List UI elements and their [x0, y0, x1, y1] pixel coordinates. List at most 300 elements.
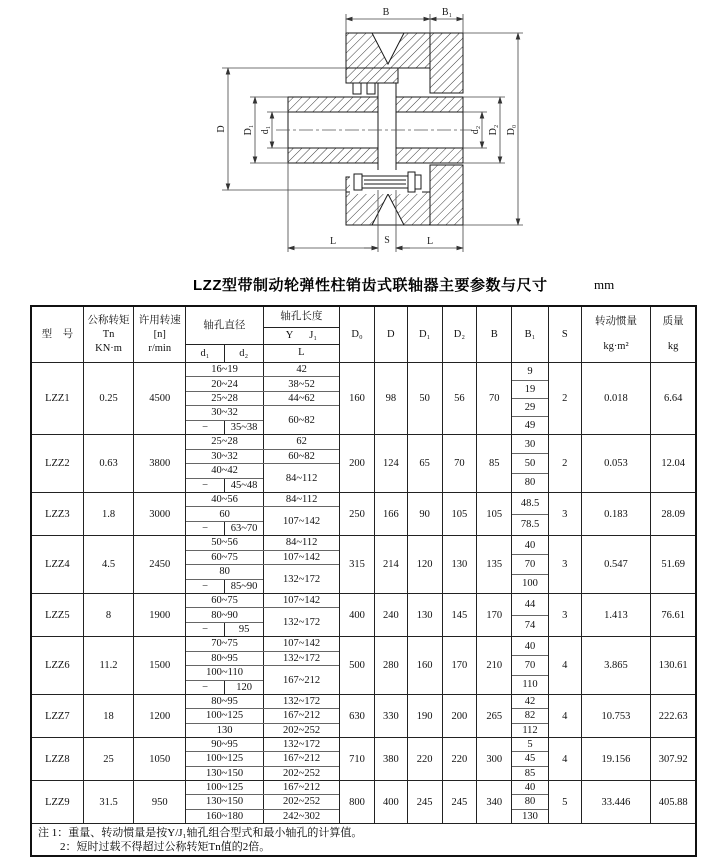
bore-length-cell: 107~142	[283, 551, 321, 563]
bore-dia-row: 100~125	[205, 782, 244, 794]
bore-d1-cell: −	[202, 580, 209, 592]
table-row	[32, 738, 695, 781]
bore-d1-cell: −	[202, 623, 209, 635]
cell-speed: 3000	[134, 493, 186, 535]
cell-b: 85	[477, 435, 512, 492]
bore-length-block	[186, 594, 340, 636]
cell-b1-group	[512, 536, 549, 593]
cell-d0: 400	[340, 594, 375, 636]
bore-dia-row: 70~75	[211, 638, 238, 650]
cell-b1: 48.5	[520, 497, 540, 509]
page-title: LZZ型带制动轮弹性柱销齿式联轴器主要参数与尺寸	[193, 277, 548, 294]
cell-b1: 70	[512, 655, 548, 674]
table-header	[32, 307, 695, 363]
cell-torque: 8	[84, 594, 135, 636]
bore-length-cell: 44~62	[288, 393, 315, 405]
bore-length-cell: 167~212	[283, 710, 321, 722]
bore-length-cell: 60~82	[288, 450, 315, 462]
bore-dia-col	[186, 709, 264, 722]
cell-dd1: 245	[408, 781, 443, 823]
cell-b1: 30	[524, 438, 536, 450]
cell-dd2: 245	[443, 781, 478, 823]
cell-speed: 3800	[134, 435, 186, 492]
cell-s: 3	[549, 536, 582, 593]
cell-s: 4	[549, 695, 582, 737]
cell-b: 340	[477, 781, 512, 823]
bore-dia-row	[186, 579, 263, 594]
table-row	[32, 594, 695, 637]
cell-inertia: 0.053	[582, 435, 652, 492]
cell-b: 210	[477, 637, 512, 694]
cell-dd1: 130	[408, 594, 443, 636]
cell-mass: 76.61	[661, 609, 685, 621]
bore-length-block	[186, 637, 340, 694]
cell-speed: 1500	[134, 637, 186, 694]
col-header-b: B	[477, 307, 512, 362]
cell-d0: 160	[340, 363, 375, 434]
bore-dia-col	[186, 608, 264, 636]
table-row	[32, 695, 695, 738]
bore-dia-col	[186, 377, 264, 390]
inertia-unit: kg·m²	[603, 340, 629, 352]
torque-line2: Tn	[102, 328, 115, 340]
bore-group	[186, 723, 339, 737]
col-header-d2: d₂	[224, 345, 263, 362]
cell-dd1: 160	[408, 637, 443, 694]
cell-b1: 9	[527, 366, 533, 377]
bore-dia-row: 80~90	[211, 609, 238, 621]
cell-b1-group	[512, 363, 549, 434]
cell-d0: 630	[340, 695, 375, 737]
cell-d0: 200	[340, 435, 375, 492]
bore-dia-col	[186, 464, 264, 492]
cell-torque: 4.5	[84, 536, 135, 593]
bore-dia-row: 130~150	[205, 767, 244, 779]
bore-dia-col	[186, 652, 264, 666]
bore-len-title: 轴孔长度	[264, 307, 340, 328]
cell-d: 214	[375, 536, 408, 593]
cell-b1: 80	[512, 473, 548, 492]
bore-dia-col	[186, 507, 264, 535]
cell-speed: 1050	[134, 738, 186, 780]
bore-dia-title: 轴孔直径	[186, 307, 263, 345]
bore-dia-col	[186, 724, 264, 737]
bore-dia-row: 160~180	[205, 810, 244, 822]
dim-label-b1: B₁	[441, 7, 453, 18]
cell-inertia: 3.865	[582, 637, 652, 694]
bore-dia-row: 16~19	[211, 364, 238, 376]
cell-s: 2	[549, 363, 582, 434]
cell-mass: 130.61	[658, 660, 688, 671]
cell-inertia: 1.413	[582, 594, 652, 636]
cell-dd2: 105	[443, 493, 478, 535]
cell-dd2: 170	[443, 637, 478, 694]
bore-length-cell: 202~252	[283, 767, 321, 779]
cell-b1: 70	[512, 554, 548, 573]
bore-group	[186, 766, 339, 780]
mass-title: 质量	[662, 316, 684, 328]
cell-mass: 222.63	[658, 710, 688, 722]
col-header-torque	[84, 307, 135, 362]
cell-b1: 100	[512, 574, 548, 593]
bore-d2-cell: 35~38	[224, 421, 263, 434]
bore-length-cell: 132~172	[283, 696, 321, 708]
bore-dia-row	[186, 478, 263, 493]
cell-s: 3	[549, 594, 582, 636]
bore-group	[186, 665, 339, 694]
col-header-l: L	[298, 347, 305, 358]
cell-torque: 0.25	[84, 363, 135, 434]
cell-mass: 51.69	[661, 559, 685, 570]
table-row	[32, 637, 695, 695]
bore-dia-col	[186, 666, 264, 694]
bore-length-block	[186, 536, 340, 593]
cell-b1: 40	[524, 640, 536, 652]
bore-length-block	[186, 363, 340, 434]
cell-b1: 49	[512, 416, 548, 434]
bore-dia-row: 30~32	[211, 407, 238, 419]
col-header-speed	[134, 307, 186, 362]
bore-length-cell: 84~112	[285, 472, 318, 484]
cell-b1: 50	[512, 453, 548, 472]
bore-length-cell: 107~142	[283, 595, 321, 607]
cell-torque: 1.8	[84, 493, 135, 535]
col-header-d: D	[375, 307, 408, 362]
bore-group	[186, 651, 339, 666]
bore-length-block	[186, 738, 340, 780]
cell-model: LZZ5	[32, 594, 84, 636]
col-header-d1: d₁	[200, 347, 210, 359]
unit-label: mm	[594, 277, 615, 292]
cell-d: 98	[375, 363, 408, 434]
bore-dia-col	[186, 392, 264, 405]
dim-label-l-right: L	[426, 236, 434, 247]
cell-inertia: 19.156	[582, 738, 652, 780]
inertia-title: 转动惯量	[594, 316, 637, 328]
col-header-dd1: D₁	[408, 307, 443, 362]
cell-b1: 42	[524, 696, 536, 708]
bore-dia-row: 80~95	[211, 696, 238, 708]
dim-label-d1: d₁	[260, 125, 271, 135]
col-header-d0: D₀	[340, 307, 375, 362]
bore-dia-col	[186, 594, 264, 607]
bore-d2-cell: 45~48	[224, 479, 263, 493]
bore-dia-row: 30~32	[211, 450, 238, 462]
bore-dia-row: 40~56	[211, 494, 238, 506]
cell-b1-group	[512, 738, 549, 780]
cell-dd2: 70	[443, 435, 478, 492]
speed-line1: 许用转速	[138, 314, 181, 326]
speed-line3: r/min	[148, 342, 172, 354]
dim-label-d2-outer: D₂	[488, 124, 499, 136]
bore-dia-row	[186, 420, 263, 434]
table-row	[32, 536, 695, 594]
cell-b1: 29	[512, 398, 548, 416]
cell-b: 265	[477, 695, 512, 737]
bore-length-block	[186, 781, 340, 823]
cell-b1: 40	[524, 782, 536, 794]
dim-label-d0: D₀	[506, 124, 517, 136]
bore-dia-row: 50~56	[211, 537, 238, 549]
bore-group	[186, 751, 339, 765]
cell-s: 3	[549, 493, 582, 535]
bore-dia-row: 130~150	[205, 796, 244, 808]
cell-dd2: 145	[443, 594, 478, 636]
bore-length-block	[186, 435, 340, 492]
cell-s: 4	[549, 637, 582, 694]
bore-group	[186, 564, 339, 593]
cell-b: 105	[477, 493, 512, 535]
bore-dia-col	[186, 795, 264, 808]
bore-dia-col	[186, 551, 264, 565]
cell-d0: 250	[340, 493, 375, 535]
cell-speed: 950	[134, 781, 186, 823]
cell-d: 380	[375, 738, 408, 780]
bore-dia-col	[186, 493, 264, 506]
bore-group	[186, 391, 339, 405]
cell-b1: 82	[512, 708, 548, 722]
cell-inertia: 0.547	[582, 536, 652, 593]
bore-group	[186, 363, 339, 376]
col-header-mass	[651, 307, 695, 362]
bore-group	[186, 637, 339, 651]
bore-length-cell: 107~142	[283, 638, 321, 650]
bore-group	[186, 449, 339, 464]
bore-dia-col	[186, 363, 264, 376]
bore-dia-col	[186, 565, 264, 593]
cell-dd1: 120	[408, 536, 443, 593]
bore-group	[186, 738, 339, 751]
bore-d2-cell: 63~70	[224, 522, 263, 535]
bore-dia-row: 80	[219, 566, 230, 578]
cell-b1: 85	[512, 766, 548, 780]
bore-dia-row: 25~28	[211, 393, 238, 405]
bore-group	[186, 607, 339, 636]
cell-torque: 31.5	[84, 781, 135, 823]
cell-inertia: 0.018	[582, 363, 652, 434]
bore-dia-col	[186, 781, 264, 794]
cell-b1: 45	[512, 751, 548, 765]
mass-unit: kg	[667, 340, 679, 352]
bore-length-cell: 42	[296, 364, 307, 376]
bore-group	[186, 536, 339, 550]
cell-d0: 710	[340, 738, 375, 780]
cell-b: 135	[477, 536, 512, 593]
cell-model: LZZ4	[32, 536, 84, 593]
dim-label-d: D	[216, 125, 227, 133]
bore-length-cell: 167~212	[283, 753, 321, 765]
cell-torque: 18	[84, 695, 135, 737]
bore-dia-row: 40~42	[211, 465, 238, 477]
cell-b1: 74	[512, 615, 548, 637]
cell-d: 166	[375, 493, 408, 535]
cell-b1-group	[512, 493, 549, 535]
bore-len-types	[264, 328, 340, 345]
cell-b: 70	[477, 363, 512, 434]
bore-dia-row: 60~75	[211, 551, 238, 563]
bore-length-cell: 132~172	[283, 616, 321, 628]
cell-s: 2	[549, 435, 582, 492]
cell-torque: 0.63	[84, 435, 135, 492]
bore-dia-row	[186, 680, 263, 695]
cell-d: 330	[375, 695, 408, 737]
bore-d2-cell: 120	[224, 681, 263, 695]
note-2: 2：短时过载不得超过公称转矩Tn值的2倍。	[60, 841, 271, 853]
cell-d: 240	[375, 594, 408, 636]
col-header-bore-dia	[186, 307, 264, 362]
cell-s: 5	[549, 781, 582, 823]
note-1: 注 1：重量、转动惯量是按Y/J₁轴孔组合型式和最小轴孔的计算值。	[38, 827, 363, 839]
cell-d0: 500	[340, 637, 375, 694]
bore-group	[186, 794, 339, 808]
cell-b1: 78.5	[512, 514, 548, 536]
bore-group	[186, 376, 339, 390]
cell-model: LZZ3	[32, 493, 84, 535]
bore-length-cell: 132~172	[283, 739, 321, 751]
cell-b1: 130	[512, 809, 548, 823]
bore-d2-cell: 95	[224, 623, 263, 636]
cell-b1-group	[512, 781, 549, 823]
cell-dd1: 90	[408, 493, 443, 535]
cell-d: 280	[375, 637, 408, 694]
cell-b1-group	[512, 695, 549, 737]
cell-model: LZZ1	[32, 363, 84, 434]
notes	[32, 824, 695, 855]
cell-b1-group	[512, 637, 549, 694]
bore-length-block	[186, 695, 340, 737]
bore-dia-row: 60~75	[211, 595, 238, 607]
bore-dia-col	[186, 435, 264, 449]
cell-d: 400	[375, 781, 408, 823]
bore-d1-cell: −	[202, 522, 209, 534]
cell-b1: 80	[512, 794, 548, 808]
bore-length-cell: 84~112	[285, 494, 318, 506]
bore-length-cell: 202~252	[283, 796, 321, 808]
bore-group	[186, 506, 339, 535]
bore-dia-col	[186, 767, 264, 780]
cell-mass: 28.09	[661, 508, 685, 520]
bore-dia-col	[186, 406, 264, 434]
cell-inertia: 33.446	[582, 781, 652, 823]
bore-dia-row: 130	[216, 724, 233, 736]
cell-dd1: 220	[408, 738, 443, 780]
cell-model: LZZ6	[32, 637, 84, 694]
title-bar	[0, 274, 726, 298]
bore-dia-row: 25~28	[211, 436, 238, 448]
dim-label-d2: d₂	[470, 125, 481, 135]
coupling-drawing	[0, 0, 726, 270]
bore-length-block	[186, 493, 340, 535]
cell-dd1: 190	[408, 695, 443, 737]
cell-speed: 2450	[134, 536, 186, 593]
bore-dia-row: 80~95	[211, 652, 238, 664]
bore-length-cell: 202~252	[283, 724, 321, 736]
cell-b1-group	[512, 594, 549, 636]
bore-d2-cell: 85~90	[224, 580, 263, 594]
bore-length-cell: 38~52	[288, 378, 315, 390]
bore-group	[186, 405, 339, 434]
cell-model: LZZ9	[32, 781, 84, 823]
col-header-bore-len	[264, 307, 341, 362]
bore-dia-row	[186, 622, 263, 636]
col-header-model: 型 号	[32, 307, 84, 362]
cell-b1: 19	[512, 380, 548, 398]
cell-torque: 11.2	[84, 637, 135, 694]
bore-length-cell: 107~142	[283, 515, 321, 527]
cell-dd2: 200	[443, 695, 478, 737]
bore-group	[186, 550, 339, 565]
cell-dd1: 65	[408, 435, 443, 492]
col-header-inertia	[582, 307, 652, 362]
cell-inertia: 0.183	[582, 493, 652, 535]
dim-label-l-left: L	[329, 236, 337, 247]
bore-length-cell: 167~212	[283, 674, 321, 686]
bore-group	[186, 435, 339, 449]
bore-group	[186, 809, 339, 823]
cell-b1: 110	[512, 675, 548, 694]
cell-mass: 6.64	[663, 393, 683, 404]
bore-dia-row: 100~125	[205, 710, 244, 722]
bore-dia-col	[186, 637, 264, 651]
cell-speed: 4500	[134, 363, 186, 434]
bore-dia-row: 60	[219, 508, 230, 520]
cell-mass: 307.92	[658, 753, 688, 765]
cell-b1: 40	[524, 539, 536, 551]
col-header-b1: B₁	[512, 307, 549, 362]
table-row	[32, 493, 695, 536]
speed-line2: [n]	[153, 328, 166, 340]
col-header-s: S	[549, 307, 582, 362]
torque-line3: KN·m	[95, 342, 122, 354]
cell-inertia: 10.753	[582, 695, 652, 737]
cell-speed: 1200	[134, 695, 186, 737]
bore-dia-row: 100~110	[206, 667, 243, 679]
bore-length-cell: 62	[296, 436, 307, 448]
table-row	[32, 363, 695, 435]
dim-label-d1-outer: D₁	[243, 124, 254, 136]
bore-dia-row	[186, 521, 263, 535]
cell-b1: 112	[512, 723, 548, 737]
cell-b1: 44	[524, 598, 536, 610]
table-row	[32, 781, 695, 824]
bore-length-cell: 132~172	[283, 652, 321, 664]
bore-dia-col	[186, 536, 264, 550]
cell-d: 124	[375, 435, 408, 492]
bore-dia-col	[186, 738, 264, 751]
bore-length-cell: 167~212	[283, 782, 321, 794]
cell-b1: 5	[527, 739, 533, 751]
cell-mass: 405.88	[658, 796, 688, 808]
cell-model: LZZ8	[32, 738, 84, 780]
dim-label-s: S	[384, 235, 390, 246]
bore-d1-cell: −	[202, 681, 209, 693]
bore-length-cell: 60~82	[288, 414, 315, 426]
bore-group	[186, 708, 339, 722]
cell-torque: 25	[84, 738, 135, 780]
cell-d0: 800	[340, 781, 375, 823]
bore-dia-split	[186, 345, 263, 362]
cell-b: 300	[477, 738, 512, 780]
bore-length-cell: 132~172	[283, 573, 321, 585]
table-row	[32, 435, 695, 493]
torque-line1: 公称转矩	[87, 314, 130, 326]
cell-b1-group	[512, 435, 549, 492]
bore-d1-cell: −	[202, 421, 209, 433]
bore-group	[186, 493, 339, 506]
bore-group	[186, 463, 339, 492]
dim-label-b: B	[382, 7, 390, 18]
bore-dia-row: 100~125	[205, 753, 244, 765]
